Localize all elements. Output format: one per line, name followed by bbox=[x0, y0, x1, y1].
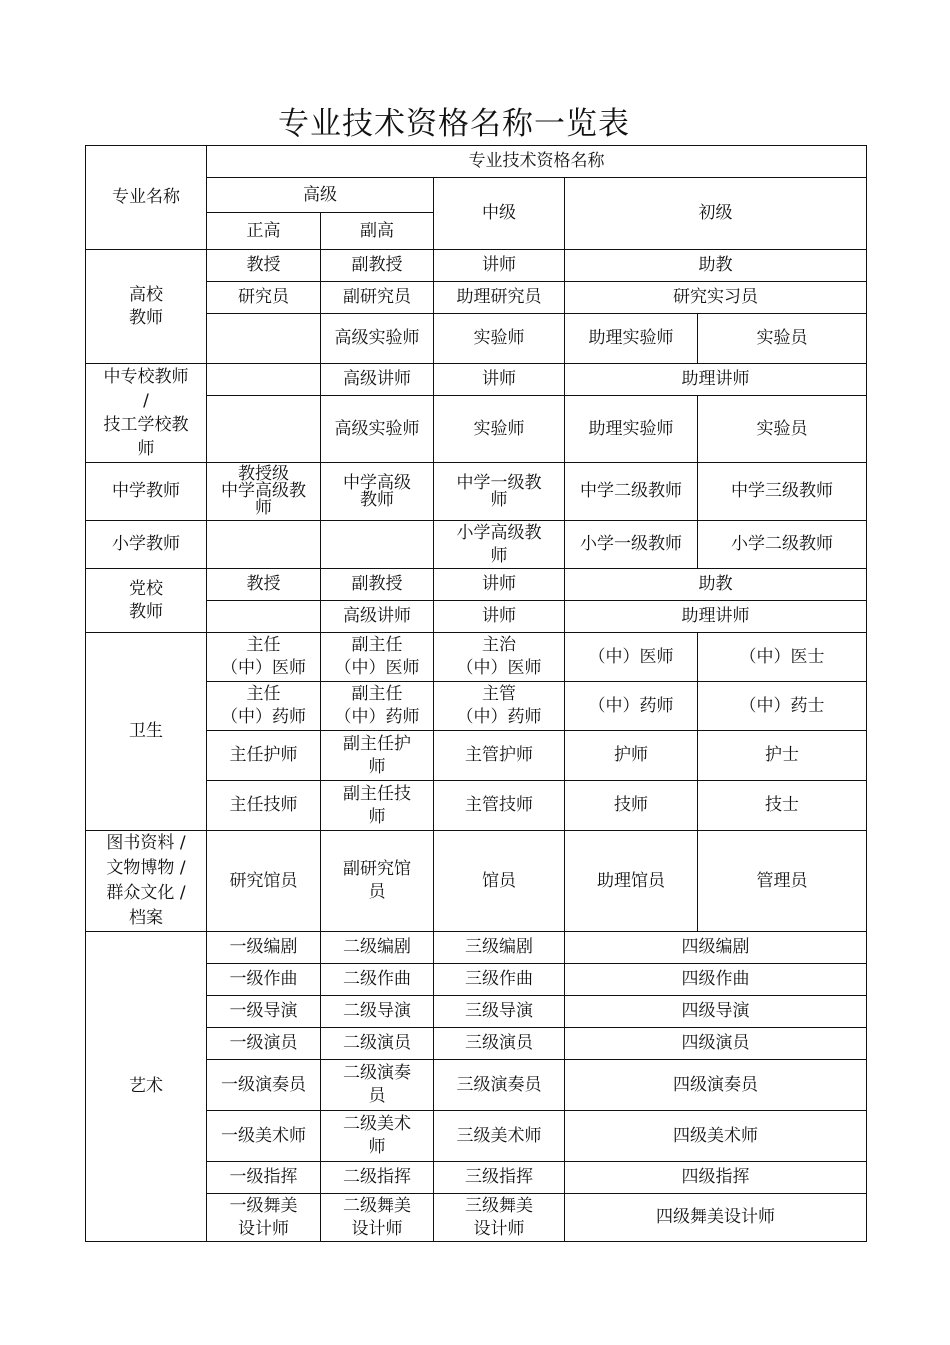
table-cell: （中）药士 bbox=[698, 682, 867, 731]
table-cell: 二级演员 bbox=[321, 1028, 434, 1060]
table-cell bbox=[207, 601, 321, 633]
table-cell: 副研究员 bbox=[321, 282, 434, 314]
header-deputy-senior: 副高 bbox=[321, 213, 434, 250]
table-cell: 副主任 （中）医师 bbox=[321, 633, 434, 682]
table-cell: 主管 （中）药师 bbox=[434, 682, 565, 731]
table-cell: 管理员 bbox=[698, 831, 867, 932]
table-cell: 四级美术师 bbox=[565, 1111, 867, 1162]
table-cell: 三级指挥 bbox=[434, 1162, 565, 1194]
table-cell: 副主任 （中）药师 bbox=[321, 682, 434, 731]
table-cell: 实验员 bbox=[698, 314, 867, 364]
group-name-middle-school: 中学教师 bbox=[86, 463, 207, 521]
table-cell: 二级美术 师 bbox=[321, 1111, 434, 1162]
table-cell: 中学高级 教师 bbox=[321, 463, 434, 521]
table-cell: 四级导演 bbox=[565, 996, 867, 1028]
table-cell: 高级实验师 bbox=[321, 314, 434, 364]
name-line: 档案 bbox=[129, 908, 163, 928]
table-cell: 小学高级教 师 bbox=[434, 521, 565, 569]
table-cell: 助理实验师 bbox=[565, 314, 698, 364]
table-cell: 高级讲师 bbox=[321, 601, 434, 633]
table-cell: 四级指挥 bbox=[565, 1162, 867, 1194]
name-line: 高校 bbox=[129, 284, 163, 305]
table-cell: 二级作曲 bbox=[321, 964, 434, 996]
table-cell: 小学二级教师 bbox=[698, 521, 867, 569]
table-cell: 一级指挥 bbox=[207, 1162, 321, 1194]
table-cell: 讲师 bbox=[434, 364, 565, 396]
group-name-primary-school: 小学教师 bbox=[86, 521, 207, 569]
table-cell: 研究馆员 bbox=[207, 831, 321, 932]
group-name-library bbox=[86, 831, 207, 932]
table-cell: 讲师 bbox=[434, 250, 565, 282]
page-title: 专业技术资格名称一览表 bbox=[278, 106, 630, 142]
table-cell: 主任护师 bbox=[207, 731, 321, 781]
table-cell: 助理实验师 bbox=[565, 396, 698, 463]
table-cell: 中学一级教 师 bbox=[434, 463, 565, 521]
table-cell: 四级编剧 bbox=[565, 932, 867, 964]
header-intermediate: 中级 bbox=[434, 178, 565, 250]
table-cell: 技师 bbox=[565, 781, 698, 831]
table-cell: 副教授 bbox=[321, 250, 434, 282]
table-cell: 实验师 bbox=[434, 314, 565, 364]
table-cell: 主治 （中）医师 bbox=[434, 633, 565, 682]
group-name-university bbox=[86, 250, 207, 364]
table-cell: 实验员 bbox=[698, 396, 867, 463]
table-cell: 三级美术师 bbox=[434, 1111, 565, 1162]
table-cell: 研究员 bbox=[207, 282, 321, 314]
table-cell bbox=[207, 521, 321, 569]
table-cell: 小学一级教师 bbox=[565, 521, 698, 569]
table-cell: 三级导演 bbox=[434, 996, 565, 1028]
name-line: 文物博物 / bbox=[106, 858, 186, 878]
group-name-vocational bbox=[86, 364, 207, 463]
table-cell: 助理讲师 bbox=[565, 364, 867, 396]
table-cell: 实验师 bbox=[434, 396, 565, 463]
table-cell: （中）医师 bbox=[565, 633, 698, 682]
header-full-senior: 正高 bbox=[207, 213, 321, 250]
table-cell: 主任 （中）医师 bbox=[207, 633, 321, 682]
table-cell: 主任技师 bbox=[207, 781, 321, 831]
group-name-health: 卫生 bbox=[86, 633, 207, 831]
table-cell: 四级演奏员 bbox=[565, 1060, 867, 1111]
table-cell: 二级指挥 bbox=[321, 1162, 434, 1194]
group-name-party-school bbox=[86, 569, 207, 633]
table-cell bbox=[207, 364, 321, 396]
name-line: 群众文化 / bbox=[106, 883, 186, 903]
header-qualification-names: 专业技术资格名称 bbox=[207, 146, 867, 178]
table-cell: 高级实验师 bbox=[321, 396, 434, 463]
qualification-table bbox=[85, 145, 867, 1242]
name-line: 中专校教师 bbox=[103, 367, 189, 387]
table-cell: 四级演员 bbox=[565, 1028, 867, 1060]
table-cell: 二级演奏 员 bbox=[321, 1060, 434, 1111]
name-line: 教师 bbox=[129, 307, 163, 328]
table-cell: 护师 bbox=[565, 731, 698, 781]
table-cell: 三级舞美 设计师 bbox=[434, 1194, 565, 1242]
header-specialty: 专业名称 bbox=[86, 146, 207, 250]
group-name-arts: 艺术 bbox=[86, 932, 207, 1242]
table-cell: 助教 bbox=[565, 569, 867, 601]
table-cell: 中学三级教师 bbox=[698, 463, 867, 521]
table-cell: 助理讲师 bbox=[565, 601, 867, 633]
table-cell: 四级舞美设计师 bbox=[565, 1194, 867, 1242]
table-cell: （中）药师 bbox=[565, 682, 698, 731]
table-cell: 副教授 bbox=[321, 569, 434, 601]
table-cell: 三级演奏员 bbox=[434, 1060, 565, 1111]
table-cell bbox=[321, 521, 434, 569]
name-line: 图书资料 / bbox=[106, 833, 186, 853]
table-cell: 主管护师 bbox=[434, 731, 565, 781]
table-cell: 四级作曲 bbox=[565, 964, 867, 996]
table-cell: 教授 bbox=[207, 250, 321, 282]
table-cell: 三级作曲 bbox=[434, 964, 565, 996]
table-cell: 技士 bbox=[698, 781, 867, 831]
table-cell: 助理研究员 bbox=[434, 282, 565, 314]
table-cell: 助理馆员 bbox=[565, 831, 698, 932]
table-cell: 教授 bbox=[207, 569, 321, 601]
table-cell: 讲师 bbox=[434, 569, 565, 601]
table-cell: 主任 （中）药师 bbox=[207, 682, 321, 731]
name-line: / bbox=[143, 391, 149, 411]
table-cell: 助教 bbox=[565, 250, 867, 282]
table-cell: 一级演奏员 bbox=[207, 1060, 321, 1111]
header-junior: 初级 bbox=[565, 178, 867, 250]
header-senior: 高级 bbox=[207, 178, 434, 213]
table-cell: 一级导演 bbox=[207, 996, 321, 1028]
table-cell: 研究实习员 bbox=[565, 282, 867, 314]
name-line: 教师 bbox=[129, 601, 163, 622]
name-line: 师 bbox=[137, 439, 155, 459]
name-line: 技工学校教 bbox=[103, 415, 189, 435]
table-cell: 副研究馆 员 bbox=[321, 831, 434, 932]
name-line: 党校 bbox=[129, 578, 163, 599]
table-cell: 中学二级教师 bbox=[565, 463, 698, 521]
table-cell: （中）医士 bbox=[698, 633, 867, 682]
table-cell: 馆员 bbox=[434, 831, 565, 932]
table-cell: 一级演员 bbox=[207, 1028, 321, 1060]
table-cell: 一级美术师 bbox=[207, 1111, 321, 1162]
table-cell: 主管技师 bbox=[434, 781, 565, 831]
table-cell: 一级作曲 bbox=[207, 964, 321, 996]
table-cell: 三级编剧 bbox=[434, 932, 565, 964]
table-cell: 讲师 bbox=[434, 601, 565, 633]
table-cell: 一级舞美 设计师 bbox=[207, 1194, 321, 1242]
table-cell: 护士 bbox=[698, 731, 867, 781]
table-cell: 一级编剧 bbox=[207, 932, 321, 964]
table-cell: 教授级 中学高级教 师 bbox=[207, 463, 321, 521]
table-cell bbox=[207, 314, 321, 364]
table-cell: 二级舞美 设计师 bbox=[321, 1194, 434, 1242]
table-cell: 副主任技 师 bbox=[321, 781, 434, 831]
table-cell: 副主任护 师 bbox=[321, 731, 434, 781]
table-cell: 二级编剧 bbox=[321, 932, 434, 964]
table-cell bbox=[207, 396, 321, 463]
table-cell: 三级演员 bbox=[434, 1028, 565, 1060]
table-cell: 二级导演 bbox=[321, 996, 434, 1028]
table-cell: 高级讲师 bbox=[321, 364, 434, 396]
